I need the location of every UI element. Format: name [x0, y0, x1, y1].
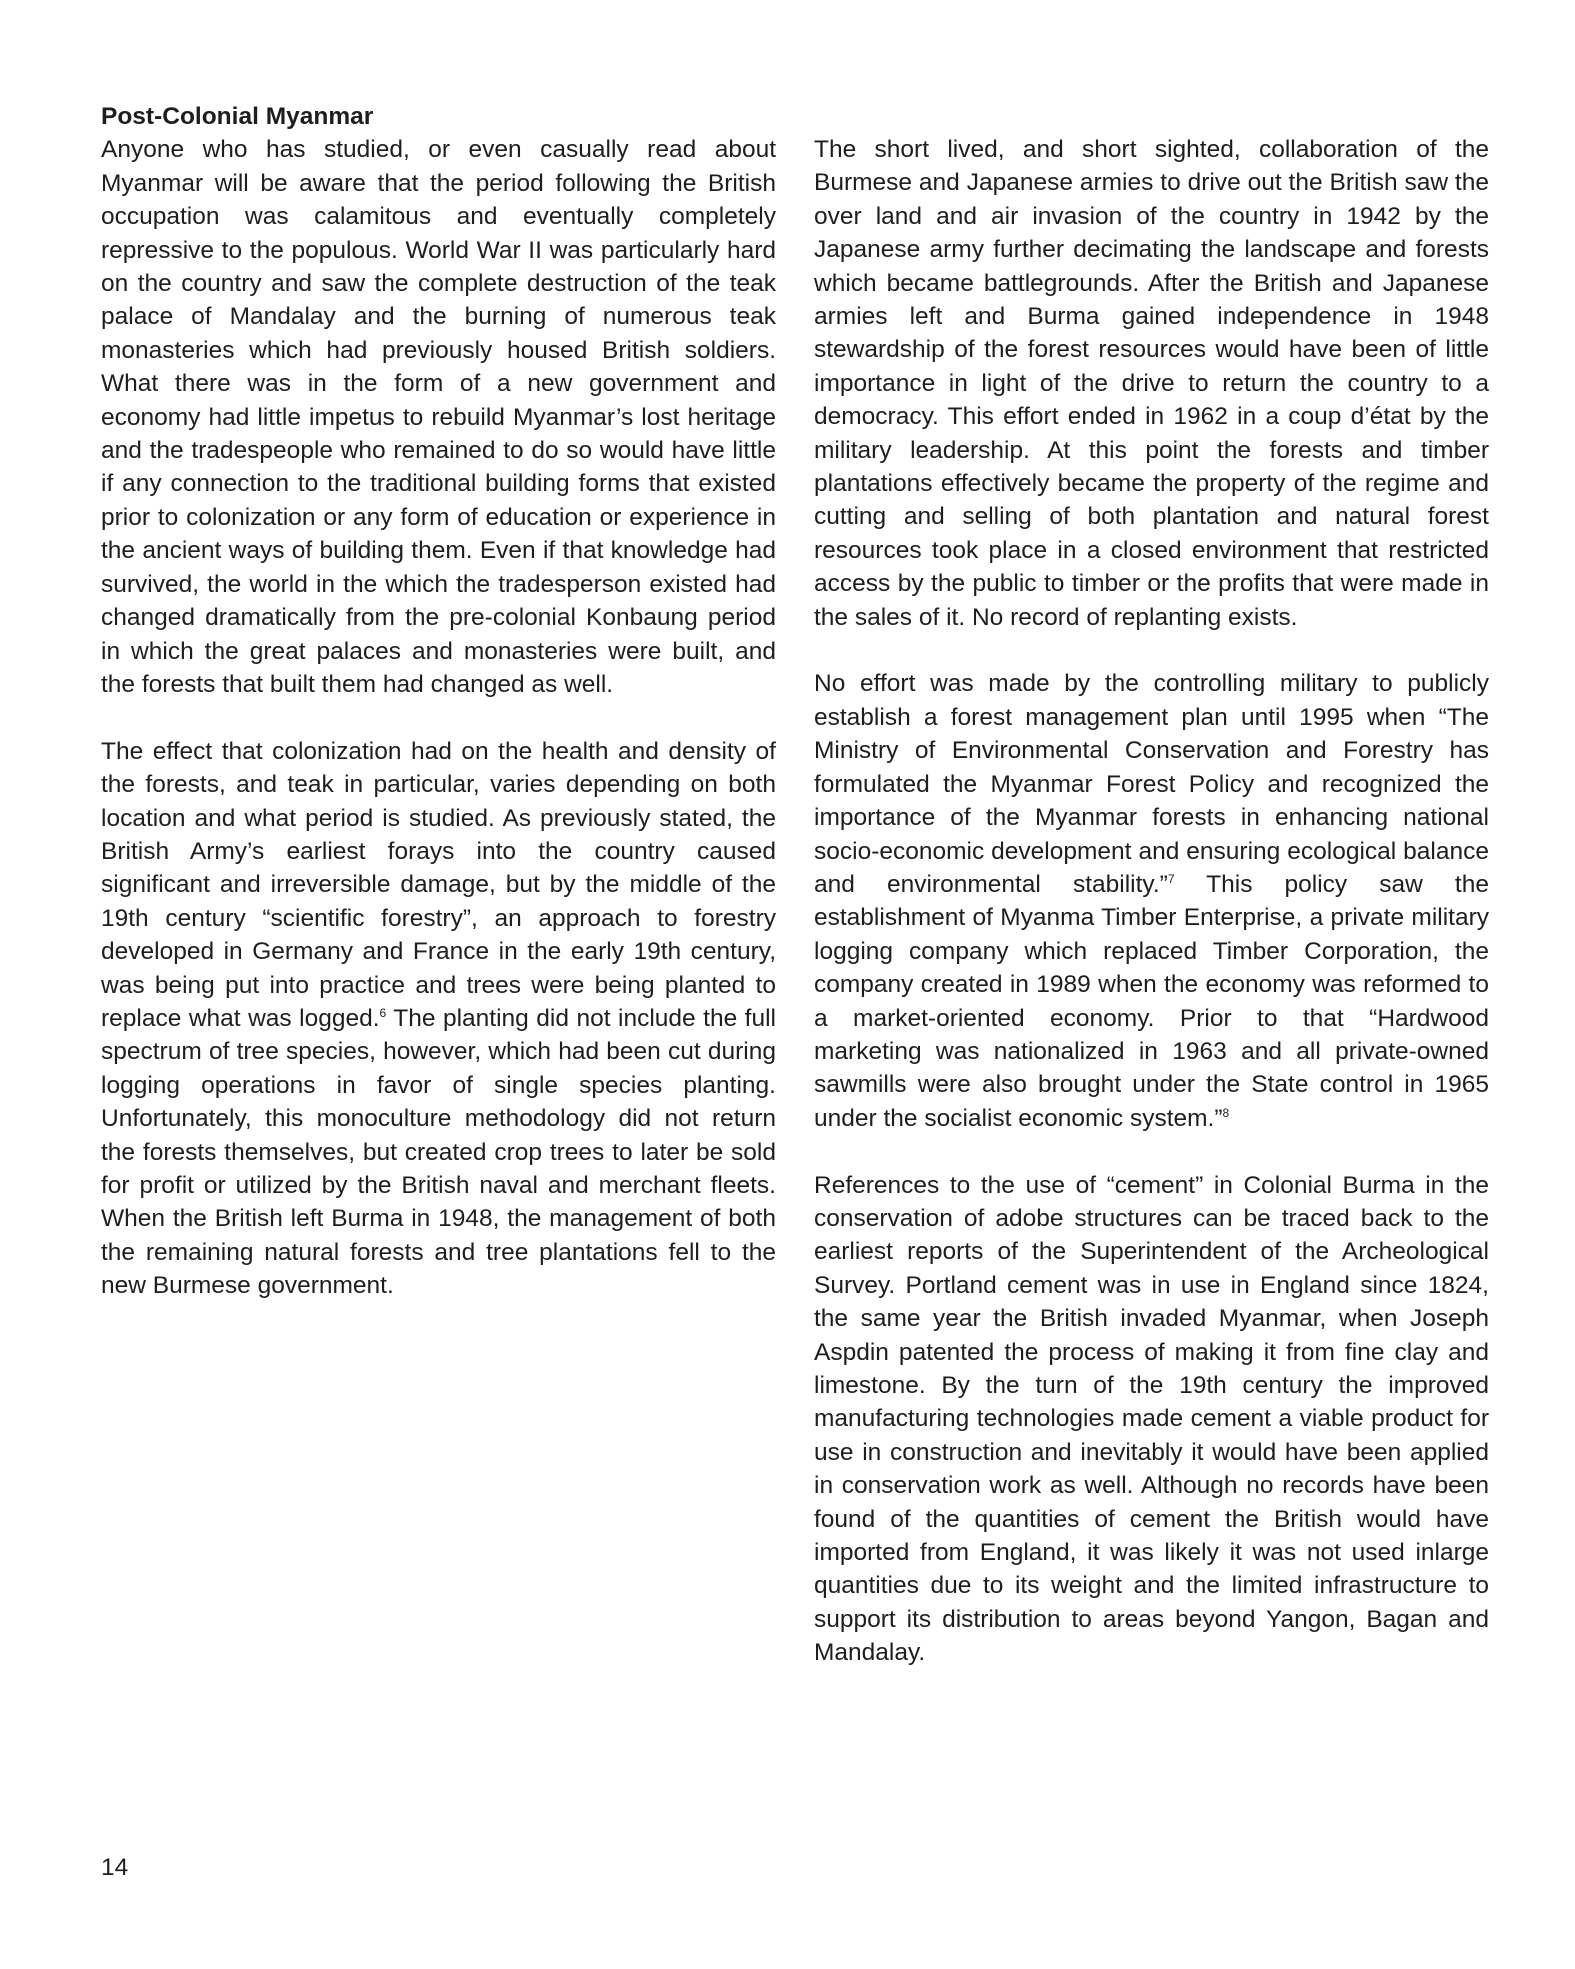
- section-heading: Post-Colonial Myanmar: [101, 103, 374, 130]
- paragraph-left-2: [101, 735, 776, 1303]
- paragraph-right-2: [814, 667, 1489, 1135]
- paragraph-right-1: The short lived, and short sighted, collaboration of the Burmese and Japanese armies to drive out the British saw the over land and air invasion of the country in 1942 by the Japanese army further decimating the landscape and forests which became battlegrounds. After the British and Japanese armies left and Burma gained independence in 1948 stewardship of the forest resources would have been of little importance in light of the drive to return the country to a democracy. This effort ended in 1962 in a coup d’état by the military leadership. At this point the forests and timber plantations effectively became the property of the regime and cutting and selling of both plantation and natural forest resources took place in a closed environment that restricted access by the public to timber or the profits that were made in the sales of it. No record of replanting exists.: [814, 136, 1489, 631]
- paragraph-left-2-text-b: The planting did not include the full spectrum of tree species, however, which had been cut during logging operations in favor of single species planting. Unfortunately, this monoculture methodology did not return the forests themselves, but created crop trees to later be sold for profit or utilized by the British naval and merchant fleets. When the British left Burma in 1948, the management of both the remaining natural forests and tree plantations fell to the new Burmese government.: [101, 1004, 777, 1300]
- paragraph-left-1: Anyone who has studied, or even casually read about Myanmar will be aware that the period following the British occupation was calamitous and eventually completely repressive to the populous. World War II was particularly hard on the country and saw the complete destruction of the teak palace of Mandalay and the burning of numerous teak monasteries which had previously housed British soldiers. What there was in the form of a new government and economy had little impetus to rebuild Myanmar’s lost heritage and the tradespeople who remained to do so would have little if any connection to the traditional building forms that existed prior to colonization or any form of education or experience in the ancient ways of building them. Even if that knowledge had survived, the world in the which the tradesperson existed had changed dramatically from the pre-colonial Konbaung period in which the great palaces and monasteries were built, and the forests that built them had changed as well.: [101, 136, 776, 698]
- paragraph-left-2-text-a: The effect that colonization had on the health and density of the forests, and teak in particular, varies depending on both location and what period is studied. As previously stated, the British Army’s earliest forays into the country caused significant and irreversible damage, but by the middle of the 19th century “scientific forestry”, an approach to forestry developed in Germany and France in the early 19th century, was being put into practice and trees were being planted to replace what was logged.: [101, 737, 776, 1032]
- page-number: 14: [101, 1854, 129, 1881]
- footnote-ref-8: 8: [1222, 1105, 1230, 1120]
- paragraph-right-3: References to the use of “cement” in Colonial Burma in the conservation of adobe structures can be traced back to the earliest reports of the Superintendent of the Archeological Survey. Portland cement was in use in England since 1824, the same year the British invaded Myanmar, when Joseph Aspdin patented the process of making it from fine clay and limestone. By the turn of the 19th century the improved manufacturing technologies made cement a viable product for use in construction and inevitably it would have been applied in conservation work as well. Although no records have been found of the quantities of cement the British would have imported from England, it was likely it was not used inlarge quantities due to its weight and the limited infrastructure to support its distribution to areas beyond Yangon, Bagan and Mandalay.: [814, 1171, 1489, 1667]
- footnote-ref-7: 7: [1167, 871, 1175, 886]
- footnote-ref-6: 6: [379, 1005, 387, 1020]
- left-column: [101, 100, 776, 1303]
- paragraph-right-2-text-a: No effort was made by the controlling military to publicly establish a forest management plan until 1995 when “The Ministry of Environmental Conservation and Forestry has formulated the Myanmar Forest Policy and recognized the importance of the Myanmar forests in enhancing national socio-economic development and ensuring ecological balance and environmental stability.”: [814, 670, 1489, 898]
- right-column: [814, 133, 1489, 1670]
- paragraph-right-2-text-b: This policy saw the establishment of Myanma Timber Enterprise, a private military logging company which replaced Timber Corporation, the company created in 1989 when the economy was reformed to a market-oriented economy. Prior to that “Hardwood marketing was nationalized in 1963 and all private-owned sawmills were also brought under the State control in 1965 under the socialist economic system.”: [814, 870, 1489, 1132]
